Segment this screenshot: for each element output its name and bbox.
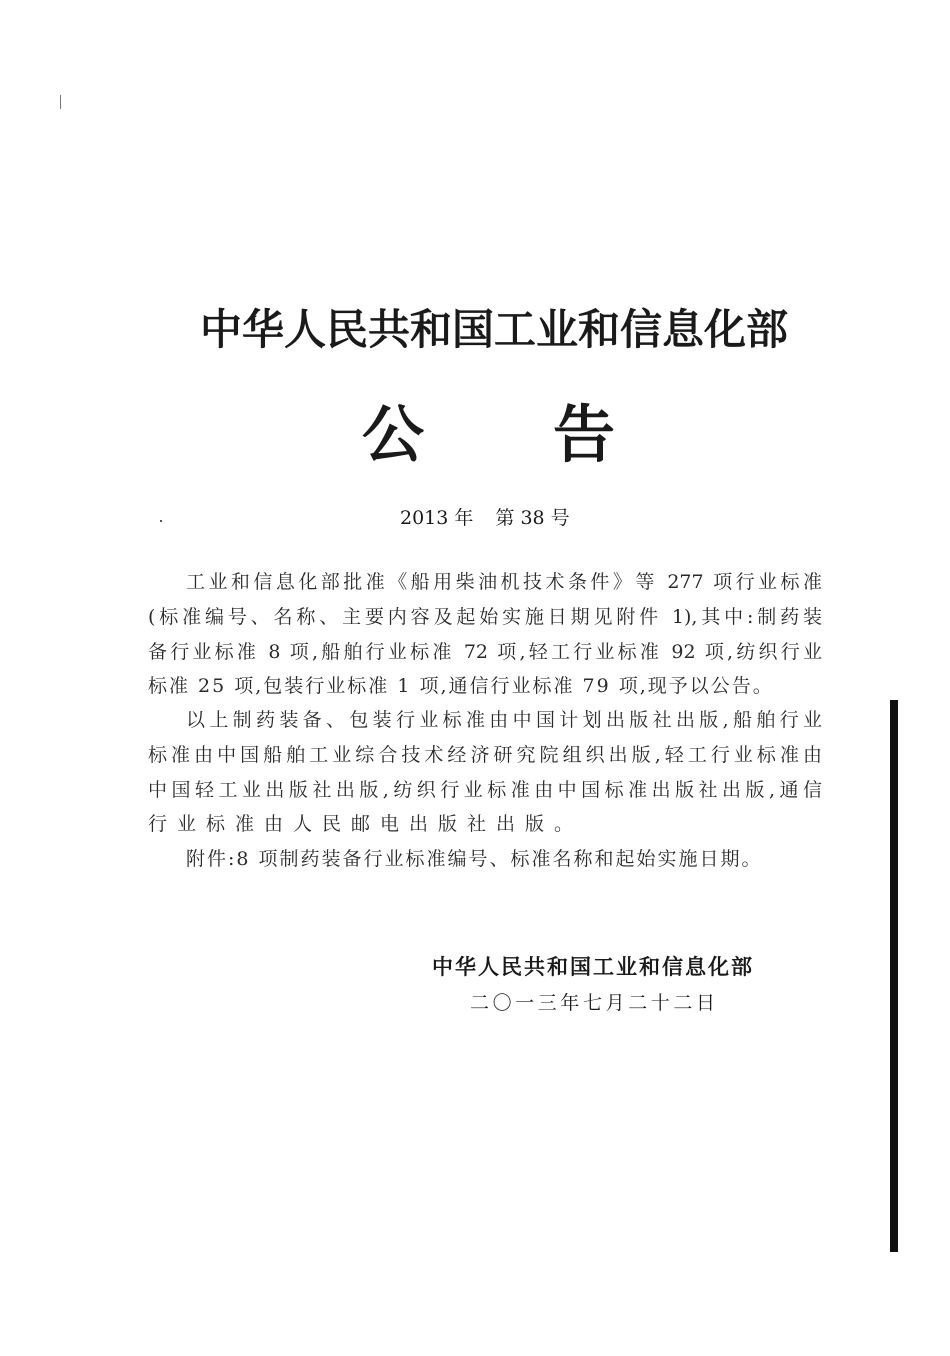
paragraph-2-line: 标准由中国船舶工业综合技术经济研究院组织出版,轻工行业标准由 <box>148 744 822 766</box>
issue-no: 第 38 号 <box>495 507 570 529</box>
paragraph-1-line: 工业和信息化部批准《船用柴油机技术条件》等 277 项行业标准 <box>186 571 822 593</box>
attachment-note: 附件:8 项制药装备行业标准编号、标准名称和起始实施日期。 <box>186 848 763 870</box>
scan-mark <box>60 95 61 109</box>
scan-speck <box>160 520 162 522</box>
issue-year: 2013 年 <box>400 507 474 529</box>
issue-number <box>400 505 592 531</box>
paragraph-1-line: 备行业标准 8 项,船舶行业标准 72 项,轻工行业标准 92 项,纺织行业 <box>148 641 822 663</box>
notice-heading-char-2: 告 <box>553 398 616 471</box>
issue-date: 二〇一三年七月二十二日 <box>470 992 715 1014</box>
paragraph-2-line: 行业标准由人民邮电出版社出版。 <box>148 813 584 835</box>
paragraph-2-line: 以上制药装备、包装行业标准由中国计划出版社出版,船舶行业 <box>186 709 822 731</box>
paragraph-1-line: 标准 25 项,包装行业标准 1 项,通信行业标准 79 项,现予以公告。 <box>148 675 774 697</box>
paragraph-2-line: 中国轻工业出版社出版,纺织行业标准由中国标准出版社出版,通信 <box>148 779 822 801</box>
document-title: 中华人民共和国工业和信息化部 <box>200 305 789 354</box>
paragraph-1-line: (标准编号、名称、主要内容及起始实施日期见附件 1),其中:制药装 <box>148 606 822 628</box>
notice-heading-char-1: 公 <box>362 398 425 471</box>
issuer-signature: 中华人民共和国工业和信息化部 <box>432 955 752 979</box>
scan-edge-bar <box>890 700 898 1252</box>
